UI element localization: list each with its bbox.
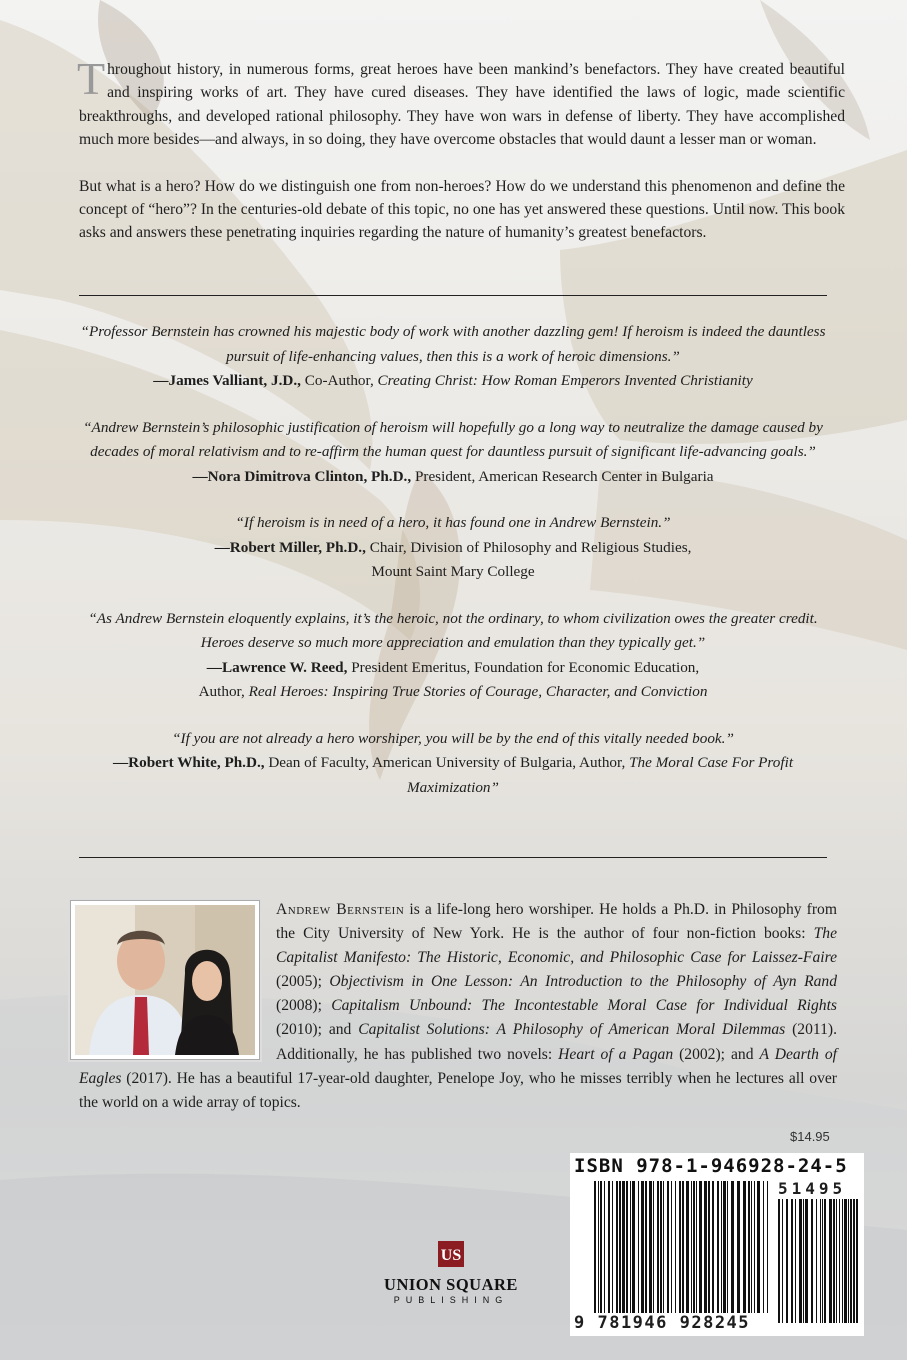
novel-title-2: A Dearth of Eagles — [79, 1045, 837, 1087]
barcode-bar — [824, 1199, 826, 1323]
testimonial-3 — [79, 511, 827, 585]
barcode-bar — [844, 1199, 847, 1323]
testimonial-author: —Robert White, Ph.D., — [112, 754, 265, 771]
book-title-1: The Capitalist Manifesto: The Historic, Economic, and Philosophic Case for Laissez-Faire — [276, 925, 837, 967]
top-divider — [79, 295, 827, 296]
book-title-2: Objectivism in One Lesson: An Introduction to the Philosophy of Ayn Rand — [329, 973, 837, 991]
barcode-bar — [657, 1181, 659, 1313]
testimonial-attribution — [79, 465, 827, 490]
barcode-bar — [848, 1199, 849, 1323]
publisher-logo — [370, 1241, 532, 1305]
barcode-bar — [754, 1181, 755, 1313]
barcode-bar — [686, 1181, 689, 1313]
barcode-bar — [778, 1199, 780, 1323]
bio-text-6: (2002); and — [673, 1045, 760, 1063]
testimonial-attribution — [79, 369, 827, 394]
testimonial-attribution — [79, 656, 827, 681]
barcode-digits: 9 781946 928245 — [574, 1313, 751, 1333]
barcode-bar — [682, 1181, 684, 1313]
barcode-bar — [786, 1199, 788, 1323]
barcode-bar — [708, 1181, 710, 1313]
barcode-bar — [691, 1181, 692, 1313]
barcode-bar — [763, 1181, 764, 1313]
barcode-bar — [598, 1181, 599, 1313]
barcode-bar — [743, 1181, 746, 1313]
barcode-bar — [600, 1181, 602, 1313]
barcode-bar — [632, 1181, 635, 1313]
barcode-bar — [811, 1199, 813, 1323]
barcode-bar — [649, 1181, 652, 1313]
testimonial-work: The Moral Case For Profit Maximization” — [407, 754, 794, 796]
logo-text: US — [440, 1247, 462, 1264]
publisher-name: UNION SQUARE — [384, 1275, 518, 1294]
barcode-bar — [833, 1199, 835, 1323]
testimonial-author: —Lawrence W. Reed, — [206, 658, 348, 676]
barcode-bar — [630, 1181, 631, 1313]
bio-text-3: (2008); — [276, 997, 332, 1015]
barcode-bar — [671, 1181, 672, 1313]
barcode-bar — [795, 1199, 796, 1323]
barcode-bar — [667, 1181, 669, 1313]
barcode-bar — [767, 1181, 768, 1313]
barcode-bar — [820, 1199, 821, 1323]
book-title-3: Capitalism Unbound: The Incontestable Moral Case for Individual Rights — [331, 997, 838, 1015]
barcode-bar — [693, 1181, 695, 1313]
barcode-bar — [839, 1199, 840, 1323]
bio-text-4: (2010); and — [276, 1021, 359, 1039]
barcode-addon-digits: 51495 — [778, 1179, 847, 1198]
barcode-bar — [836, 1199, 837, 1323]
union-square-logo-icon — [438, 1241, 464, 1267]
testimonial-quote: “If heroism is in need of a hero, it has found one in Andrew Bernstein.” — [235, 514, 671, 531]
barcode-bar — [757, 1181, 760, 1313]
barcode-bars — [570, 1153, 864, 1336]
barcode-bar — [723, 1181, 726, 1313]
barcode-bar — [641, 1181, 644, 1313]
barcode-bar — [850, 1199, 852, 1323]
barcode-bar — [594, 1181, 596, 1313]
barcode-bar — [751, 1181, 752, 1313]
testimonial-role: President, American Research Center in Bulgaria — [411, 467, 714, 485]
barcode-bar — [717, 1181, 719, 1313]
testimonial-5 — [79, 727, 827, 801]
barcode-bar — [842, 1199, 843, 1323]
barcode-bar — [619, 1181, 621, 1313]
testimonial-quote: “Professor Bernstein has crowned his majestic body of work with another dazzling gem! If heroism is indeed the dauntless pursuit of life-enhancing values, then this is a work of heroic dimensions.” — [80, 323, 826, 365]
price: $14.95 — [790, 1129, 830, 1144]
barcode-bar — [704, 1181, 707, 1313]
testimonial-author: —Robert Miller, Ph.D., — [214, 538, 366, 556]
testimonial-4 — [79, 607, 827, 705]
barcode-bar — [791, 1199, 793, 1323]
barcode-bar — [608, 1181, 610, 1313]
testimonial-quote: “As Andrew Bernstein eloquently explains, it’s the heroic, not the ordinary, to whom civilization owes the greater credit. Heroes deserve so much more appreciation and emulation than they typically get.” — [88, 609, 818, 651]
barcode-bar — [853, 1199, 855, 1323]
barcode-bar — [626, 1181, 628, 1313]
testimonial-2 — [79, 416, 827, 490]
intro-paragraph-2: But what is a hero? How do we distinguish one from non-heroes? How do we understand this phenomenon and define the concept of “hero”? In the centuries-old debate of this topic, no one has yet answered these questions. Until now. This book asks and answers these penetrating inquiries regarding the nature of humanity’s greatest benefactors. — [79, 177, 845, 242]
testimonials — [79, 320, 827, 822]
testimonial-author: —James Valliant, J.D., — [153, 372, 301, 389]
testimonial-role: President Emeritus, Foundation for Economic Education, — [347, 658, 700, 676]
barcode-bar — [748, 1181, 750, 1313]
testimonial-role: Chair, Division of Philosophy and Religious Studies, — [365, 538, 692, 556]
bio-text-1: is a life-long hero worshiper. He holds a Ph.D. in Philosophy from the City University of New York. He is the author of four non-fiction books: — [276, 901, 837, 943]
isbn-label: ISBN 978-1-946928-24-5 — [574, 1155, 848, 1177]
barcode-bar — [679, 1181, 681, 1313]
barcode-bar — [856, 1199, 858, 1323]
barcode-bar — [653, 1181, 654, 1313]
barcode-bar — [816, 1199, 817, 1323]
barcode-bar — [604, 1181, 605, 1313]
bio-text-5: (2011). Additionally, he has published two novels: — [276, 1021, 838, 1063]
barcode-bar — [805, 1199, 808, 1323]
barcode-bar — [731, 1181, 734, 1313]
testimonial-role: Dean of Faculty, American University of Bulgaria, Author, — [264, 754, 630, 771]
bio-text-2: (2005); — [276, 973, 330, 991]
author-photo — [70, 900, 260, 1060]
testimonial-work: Creating Christ: How Roman Emperors Invented Christianity — [377, 372, 753, 389]
barcode-bar — [721, 1181, 722, 1313]
barcode-bar — [699, 1181, 702, 1313]
publisher-subtitle: PUBLISHING — [393, 1295, 509, 1305]
bio-text-7: (2017). He has a beautiful 17-year-old daughter, Penelope Joy, who he misses terribly when he lectures all over the world on a wide array of topics. — [79, 1069, 837, 1111]
author-name: Andrew Bernstein — [276, 901, 405, 918]
testimonial-1 — [79, 320, 827, 394]
barcode-bar — [829, 1199, 832, 1323]
barcode-bar — [622, 1181, 625, 1313]
intro-paragraph-1 — [77, 53, 845, 152]
testimonial-author: —Nora Dimitrova Clinton, Ph.D., — [192, 467, 412, 485]
barcode-bar — [675, 1181, 676, 1313]
barcode-bar — [616, 1181, 618, 1313]
author-photo-image — [75, 905, 255, 1055]
barcode-bar — [638, 1181, 639, 1313]
author-bio — [79, 898, 837, 1115]
barcode-bar — [663, 1181, 664, 1313]
barcode-bar — [645, 1181, 647, 1313]
testimonial-quote: “Andrew Bernstein’s philosophic justification of heroism will hopefully go a long way to neutralize the damage caused by decades of moral relativism and to re-affirm the human quest for dauntless pursuit of significant life-advancing goals.” — [83, 418, 823, 460]
testimonial-role-2: Author, — [198, 683, 249, 700]
barcode-bar — [782, 1199, 783, 1323]
testimonial-attribution — [79, 751, 827, 800]
barcode-bar — [799, 1199, 802, 1323]
isbn-barcode — [570, 1153, 864, 1336]
barcode-bar — [696, 1181, 697, 1313]
barcode-bar — [660, 1181, 662, 1313]
bottom-divider — [79, 857, 827, 858]
testimonial-role-line-2 — [79, 680, 827, 705]
barcode-bar — [803, 1199, 804, 1323]
barcode-bar — [737, 1181, 740, 1313]
novel-title-1: Heart of a Pagan — [558, 1045, 674, 1063]
drop-cap: T — [77, 53, 106, 104]
testimonial-quote: “If you are not already a hero worshiper, you will be by the end of this vitally needed book.” — [172, 729, 734, 747]
testimonial-work: Real Heroes: Inspiring True Stories of Courage, Character, and Conviction — [248, 683, 708, 700]
testimonial-role: Co-Author, — [300, 372, 378, 389]
barcode-bar — [822, 1199, 823, 1323]
book-title-4: Capitalist Solutions: A Philosophy of American Moral Dilemmas — [358, 1021, 786, 1039]
intro-text — [77, 53, 845, 268]
barcode-bar — [712, 1181, 714, 1313]
barcode-bar — [727, 1181, 728, 1313]
testimonial-role-line-2: Mount Saint Mary College — [371, 563, 535, 580]
intro-paragraph-1-text: hroughout history, in numerous forms, great heroes have been mankind’s benefactors. They have created beautiful and inspiring works of art. They have cured diseases. They have identified the laws of logic, made scientific breakthroughs, and developed rational philosophy. They have won wars in defense of liberty. They have accomplished much more besides—and always, in so doing, they have overcome obstacles that would daunt a lesser man or woman. — [79, 61, 845, 149]
barcode-bar — [612, 1181, 613, 1313]
testimonial-attribution — [79, 536, 827, 561]
